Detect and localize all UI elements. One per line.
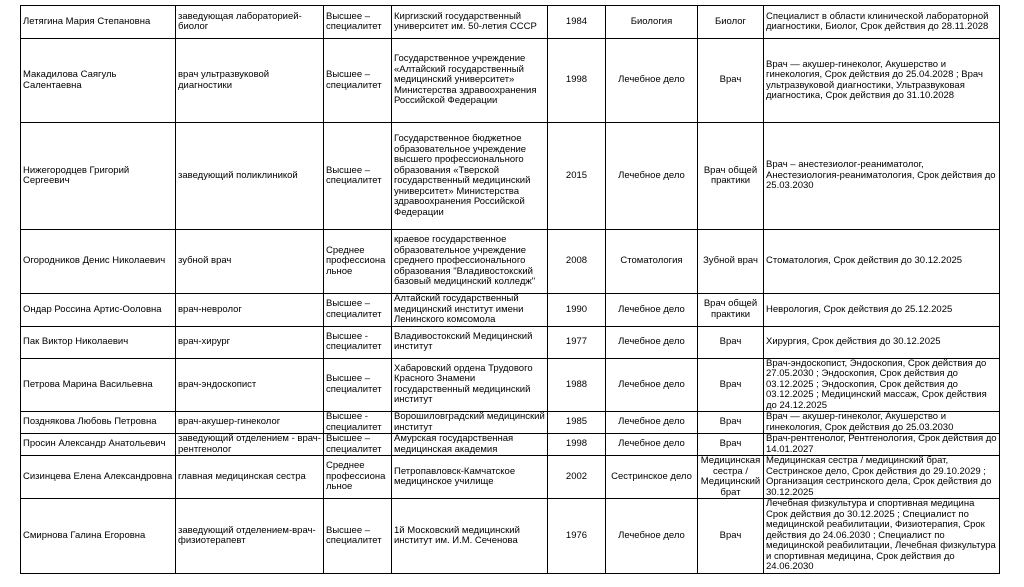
- employee-name: Нижегородцев Григорий Сергеевич: [21, 123, 176, 230]
- position-cell: врач-акушер-гинеколог: [176, 412, 324, 434]
- table-row: [21, 326, 1000, 358]
- education-level-cell: Высшее – специалитет: [324, 499, 392, 574]
- graduation-year-cell: 1985: [548, 412, 606, 434]
- certificate-cell: Специалист в области клинической лабораторной диагностики, Биолог, Срок действия до 28.11.2028: [764, 6, 1000, 39]
- education-level-cell: Высшее – специалитет: [324, 358, 392, 412]
- graduation-year-cell: 1984: [548, 6, 606, 39]
- employee-name: Ондар Россина Артис-Ооловна: [21, 294, 176, 327]
- graduation-year-cell: 1977: [548, 326, 606, 358]
- employee-name: Огородников Денис Николаевич: [21, 230, 176, 294]
- graduation-year-cell: 1998: [548, 39, 606, 123]
- institution-cell: краевое государственное образовательное учреждение среднего профессионального образования "Владивостокский базовый медицинский колледж": [392, 230, 548, 294]
- institution-cell: Хабаровский ордена Трудового Красного Знамени государственный медицинский институт: [392, 358, 548, 412]
- institution-cell: Государственное учреждение «Алтайский государственный медицинский университет» Министерства здравоохранения Российской Федерации: [392, 39, 548, 123]
- table-row: [21, 39, 1000, 123]
- table-row: [21, 294, 1000, 327]
- specialty-cell: Лечебное дело: [606, 412, 698, 434]
- employee-name: Петрова Марина Васильевна: [21, 358, 176, 412]
- qualification-cell: Врач общей практики: [698, 123, 764, 230]
- employee-name: Летягина Мария Степановна: [21, 6, 176, 39]
- education-level-cell: Высшее – специалитет: [324, 123, 392, 230]
- certificate-cell: Неврология, Срок действия до 25.12.2025: [764, 294, 1000, 327]
- qualification-cell: Врач: [698, 358, 764, 412]
- education-level-cell: Высшее - специалитет: [324, 412, 392, 434]
- graduation-year-cell: 1976: [548, 499, 606, 574]
- education-level-cell: Высшее – специалитет: [324, 434, 392, 456]
- table-body: [21, 6, 1000, 574]
- specialty-cell: Лечебное дело: [606, 499, 698, 574]
- certificate-cell: Врач-эндоскопист, Эндоскопия, Срок действия до 27.05.2030 ; Эндоскопия, Срок действия до 03.12.2025 ; Эндоскопия, Срок действия до 03.12.2025 ; Медицинский массаж, Срок действия до 24.12.2025: [764, 358, 1000, 412]
- institution-cell: Ворошиловградский медицинский институт: [392, 412, 548, 434]
- table-row: [21, 230, 1000, 294]
- qualification-cell: Биолог: [698, 6, 764, 39]
- certificate-cell: Стоматология, Срок действия до 30.12.2025: [764, 230, 1000, 294]
- employee-name: Пак Виктор Николаевич: [21, 326, 176, 358]
- position-cell: заведующая лабораторией-биолог: [176, 6, 324, 39]
- qualification-cell: Врач: [698, 434, 764, 456]
- qualification-cell: Врач: [698, 326, 764, 358]
- specialty-cell: Лечебное дело: [606, 294, 698, 327]
- education-level-cell: Среднее профессиональное: [324, 230, 392, 294]
- certificate-cell: Медицинская сестра / медицинский брат, Сестринское дело, Срок действия до 29.10.2029 ; Организация сестринского дела, Срок действия до 30.12.2025: [764, 456, 1000, 499]
- institution-cell: Петропавловск-Камчатское медицинское училище: [392, 456, 548, 499]
- qualification-cell: Врач общей практики: [698, 294, 764, 327]
- certificate-cell: Врач – анестезиолог-реаниматолог, Анестезиология-реаниматология, Срок действия до 25.03.2030: [764, 123, 1000, 230]
- institution-cell: Киргизский государственный университет им. 50-летия СССР: [392, 6, 548, 39]
- education-level-cell: Среднее профессиональное: [324, 456, 392, 499]
- table-row: [21, 412, 1000, 434]
- education-level-cell: Высшее – специалитет: [324, 6, 392, 39]
- graduation-year-cell: 2015: [548, 123, 606, 230]
- institution-cell: 1й Московский медицинский институт им. И.М. Сеченова: [392, 499, 548, 574]
- certificate-cell: Врач — акушер-гинеколог, Акушерство и гинекология, Срок действия до 25.04.2028 ; Врач ультразвуковой диагностики, Ультразвуковая диагностика, Срок действия до 31.10.2028: [764, 39, 1000, 123]
- table-row: [21, 358, 1000, 412]
- employee-name: Просин Александр Анатольевич: [21, 434, 176, 456]
- position-cell: заведующий отделением-врач-физиотерапевт: [176, 499, 324, 574]
- position-cell: зубной врач: [176, 230, 324, 294]
- education-level-cell: Высшее – специалитет: [324, 39, 392, 123]
- table-row: [21, 434, 1000, 456]
- table-row: [21, 123, 1000, 230]
- position-cell: врач-невролог: [176, 294, 324, 327]
- institution-cell: Государственное бюджетное образовательное учреждение высшего профессионального образования «Тверской государственный медицинский университет» Министерства здравоохранения Российской Федерации: [392, 123, 548, 230]
- education-level-cell: Высшее - специалитет: [324, 326, 392, 358]
- employee-name: Сизинцева Елена Александровна: [21, 456, 176, 499]
- qualification-cell: Врач: [698, 39, 764, 123]
- position-cell: врач ультразвуковой диагностики: [176, 39, 324, 123]
- education-level-cell: Высшее – специалитет: [324, 294, 392, 327]
- table-row: [21, 456, 1000, 499]
- institution-cell: Алтайский государственный медицинский институт имени Ленинского комсомола: [392, 294, 548, 327]
- graduation-year-cell: 2002: [548, 456, 606, 499]
- specialty-cell: Лечебное дело: [606, 434, 698, 456]
- qualification-cell: Зубной врач: [698, 230, 764, 294]
- position-cell: главная медицинская сестра: [176, 456, 324, 499]
- certificate-cell: Хирургия, Срок действия до 30.12.2025: [764, 326, 1000, 358]
- position-cell: врач-хирург: [176, 326, 324, 358]
- position-cell: заведующий поликлиникой: [176, 123, 324, 230]
- specialty-cell: Лечебное дело: [606, 326, 698, 358]
- graduation-year-cell: 2008: [548, 230, 606, 294]
- specialty-cell: Лечебное дело: [606, 39, 698, 123]
- qualification-cell: Врач: [698, 412, 764, 434]
- graduation-year-cell: 1998: [548, 434, 606, 456]
- certificate-cell: Врач-рентгенолог, Рентгенология, Срок действия до 14.01.2027: [764, 434, 1000, 456]
- position-cell: врач-эндоскопист: [176, 358, 324, 412]
- staff-table: [20, 5, 1000, 574]
- qualification-cell: Медицинская сестра / Медицинский брат: [698, 456, 764, 499]
- graduation-year-cell: 1988: [548, 358, 606, 412]
- table-row: [21, 6, 1000, 39]
- specialty-cell: Лечебное дело: [606, 123, 698, 230]
- certificate-cell: Врач — акушер-гинеколог, Акушерство и гинекология, Срок действия до 25.03.2030: [764, 412, 1000, 434]
- position-cell: заведующий отделением - врач-рентгенолог: [176, 434, 324, 456]
- qualification-cell: Врач: [698, 499, 764, 574]
- specialty-cell: Стоматология: [606, 230, 698, 294]
- graduation-year-cell: 1990: [548, 294, 606, 327]
- institution-cell: Амурская государственная медицинская академия: [392, 434, 548, 456]
- specialty-cell: Лечебное дело: [606, 358, 698, 412]
- employee-name: Макадилова Саягуль Салентаевна: [21, 39, 176, 123]
- specialty-cell: Сестринское дело: [606, 456, 698, 499]
- specialty-cell: Биология: [606, 6, 698, 39]
- institution-cell: Владивостокский Медицинский институт: [392, 326, 548, 358]
- certificate-cell: Лечебная физкультура и спортивная медицина Срок действия до 30.12.2025 ; Специалист по медицинской реабилитации, Физиотерапия, Срок действия до 24.06.2030 ; Специалист по медицинской реабилитации, Лечебная физкультура и спортивная медицина, Срок действия до 24.06.2030: [764, 499, 1000, 574]
- employee-name: Позднякова Любовь Петровна: [21, 412, 176, 434]
- employee-name: Смирнова Галина Егоровна: [21, 499, 176, 574]
- table-row: [21, 499, 1000, 574]
